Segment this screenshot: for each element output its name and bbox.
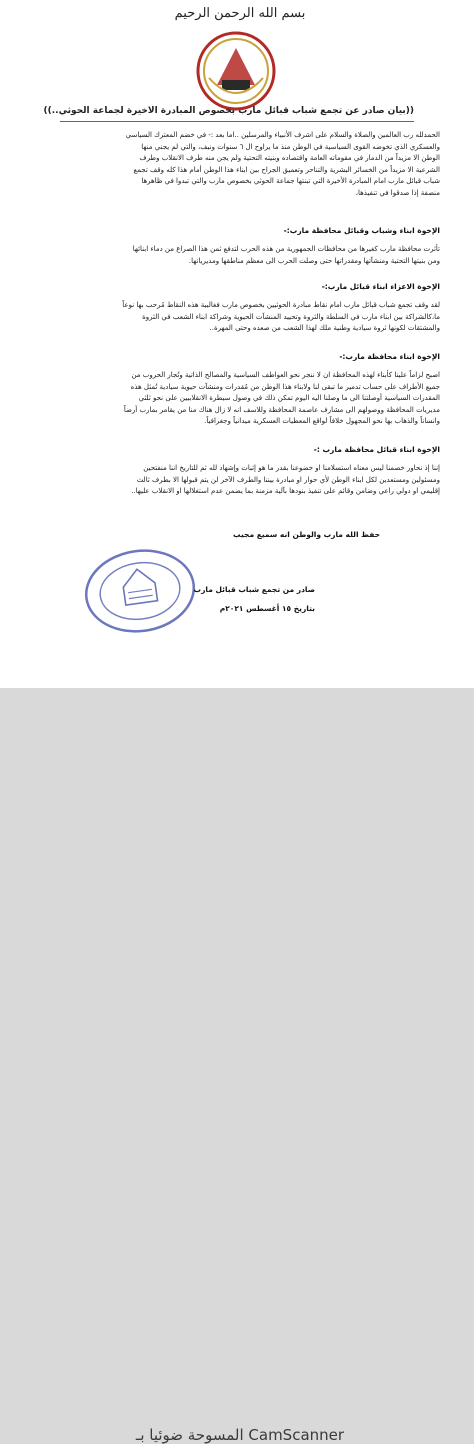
emblem-logo xyxy=(195,30,277,112)
section-line: إننا إذ نحاور خصمنا ليس معناه استسلامنا او خضوعنا بقدر ما هو إثبات وإشهاد لله ثم للتاريخ اننا منفتحين xyxy=(143,464,440,472)
intro-line: الوطن الا مزيداً من الدمار في مقوماته العامة واقتصاده وبنيته التحتية ولم يجن منه طرف الانقلاب وطرف xyxy=(139,154,440,163)
section-line: المقدرات السياسية أوصلتنا الى ما وصلنا اليه اليوم تمكن ذلك في وصول سيطرة الانقلابيين على نحو ثلثي xyxy=(138,394,440,403)
basmala: بسم الله الرحمن الرحيم xyxy=(174,6,306,21)
section-line: ما،كالشراكة بين ابناء مارب في السلطة والثروة وتحييد المنشآت الحيوية وشراكة ابناء الشعب في الثروة xyxy=(142,312,440,321)
statement-title: ((بيان صادر عن تجمع شباب قبائل مارب بخصوص المبادرة الاخيرة لجماعة الحوثي..)) xyxy=(43,106,414,116)
intro-paragraph xyxy=(40,130,440,200)
section-line: ومن بنيتها التحتية ومنشآتها ومقدراتها حتى وصلت الحرب الى معظم مناطقها ومديرياتها. xyxy=(188,256,440,265)
section-line: وانساناً والذهاب بها نحو المجهول خلافاً لواقع المعطيات العسكرية ميدانياً وجغرافياً. xyxy=(204,417,440,426)
official-stamp xyxy=(80,545,200,637)
section-line: تأثرت محافظة مارب كغيرها من محافظات الجمهورية من هذه الحرب لتدفع ثمن هذا الصراع من دماء ابنائها xyxy=(132,245,440,253)
section-line: إقليمي او دولي راعي وضامن وقائم على تنفيذ بنودها بآلية مزمنة بما يضمن عدم استغلالها او الانقلاب عليها.. xyxy=(131,487,440,496)
intro-line: والعسكري الذي تخوضه القوى السياسية في الوطن منذ ما يراوح ال ٦ سنوات ونيف، والتي لم يجني منها xyxy=(141,142,440,151)
section-line: لقد وقف تجمع شباب قبائل مارب امام نقاط مبادرة الحوثيين بخصوص مارب فغالبية هذه النقاط مُرحب بها نوعاً xyxy=(122,301,440,309)
intro-line: منصفة إذا صدقوا في تنفيذها، xyxy=(355,188,440,197)
closing-line: حفظ الله مارب والوطن انه سميع مجيب xyxy=(233,530,380,539)
camscanner-watermark: المسوحة ضوئيا بـ CamScanner xyxy=(135,1426,345,1444)
section-heading: الإخوة ابناء قبائل محافظة مارب :- xyxy=(313,445,440,454)
scanned-document xyxy=(0,0,474,688)
section-line: جميع الأطراف على حساب تدمير ما تبقى لنا ولابناء هذا الوطن من مُقدرات ومنشآت حيوية سيادية تُمثل هذه xyxy=(130,382,440,391)
issuer-line: صادر من تجمع شباب قبائل مارب xyxy=(193,585,315,594)
title-divider xyxy=(60,121,414,122)
intro-line: الحمدلله رب العالمين والصلاة والسلام على اشرف الأنبياء والمرسلين ..اما بعد :- في خضم المعترك السياسي xyxy=(125,131,440,139)
section-heading: الإخوة ابناء وشباب وقبائل محافظة مارب:- xyxy=(283,226,440,235)
date-line: بتاريخ ١٥ أغسطس ٢٠٢١م xyxy=(219,604,315,613)
scan-footer xyxy=(0,688,474,1444)
section-paragraph xyxy=(40,370,440,428)
section-line: والمشتقات لكونها ثروة سيادية وطنية ملك لهذا الشعب من صعده وحتى المهرة.. xyxy=(209,324,440,333)
section-line: اصبح لزاماً علينا كأبناء لهذه المحافظة ان لا ننجر نحو العواطف السياسية والمصالح الذاتية وتُجار الحروب من xyxy=(131,371,440,379)
section-line: ومسئولين ومستعدين لكل ابناء الوطن لأي حوار او مبادرة بيننا والطرف الآخر لن يتم قبولها الا بطرف ثالث xyxy=(136,475,440,484)
section-heading: الإخوة ابناء محافظة مارب:- xyxy=(339,352,440,361)
section-line: مديريات المحافظة ووصولهم الى مشارف عاصمة المحافظة وللاسف انه لا زال هناك منا من يقامر بمارب أرضاً xyxy=(123,405,440,414)
section-paragraph xyxy=(40,300,440,335)
section-paragraph xyxy=(40,463,440,498)
section-paragraph xyxy=(40,244,440,267)
intro-line: شباب قبائل مارب امام المبادرة الأخيرة التي تبنتها جماعة الحوثي بخصوص مارب والتي تبدوا في ظاهرها xyxy=(141,177,440,186)
section-heading: الإخوة الاعزاء ابناء قبائل مارب:- xyxy=(321,282,440,291)
intro-line: الشرعية الا مزيداً من الخسائر البشرية والتناحر وتعميق الجراح بين ابناء هذا الوطن أمام هذا كله وقف تجمع xyxy=(133,165,440,174)
